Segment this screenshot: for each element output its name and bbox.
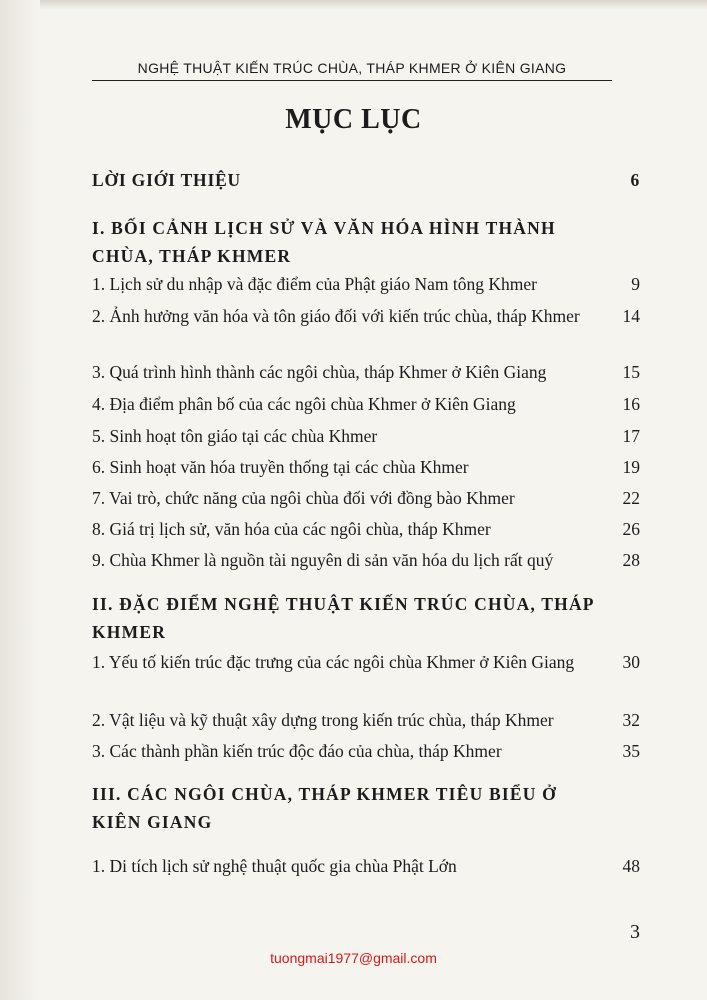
- section-heading-3[interactable]: III. CÁC NGÔI CHÙA, THÁP KHMER TIÊU BIỂU Ở KIÊN GIANG: [92, 784, 557, 832]
- toc-entry-label: 3. Quá trình hình thành các ngôi chùa, tháp Khmer ở Kiên Giang: [92, 362, 547, 382]
- section-heading-1[interactable]: I. BỐI CẢNH LỊCH SỬ VÀ VĂN HÓA HÌNH THÀNH CHÙA, THÁP KHMER: [92, 218, 556, 266]
- section-heading-2[interactable]: II. ĐẶC ĐIỂM NGHỆ THUẬT KIẾN TRÚC CHÙA, THÁP KHMER: [92, 594, 594, 642]
- toc-entry-label: 2. Ảnh hưởng văn hóa và tôn giáo đối với kiến trúc chùa, tháp Khmer: [92, 306, 580, 326]
- toc-entry[interactable]: [92, 453, 640, 481]
- toc-title: MỤC LỤC: [285, 104, 422, 135]
- toc-entry-page: 35: [622, 741, 640, 761]
- toc-entry-page: 15: [622, 362, 640, 382]
- page-binding-shadow: [0, 0, 40, 1000]
- toc-entry[interactable]: [92, 706, 640, 734]
- running-header: NGHỆ THUẬT KIẾN TRÚC CHÙA, THÁP KHMER Ở KIÊN GIANG: [92, 60, 612, 81]
- toc-entry-label: 5. Sinh hoạt tôn giáo tại các chùa Khmer: [92, 426, 378, 446]
- toc-entry-label: 1. Yếu tố kiến trúc đặc trưng của các ngôi chùa Khmer ở Kiên Giang: [92, 652, 575, 672]
- toc-entry-label: 1. Lịch sử du nhập và đặc điểm của Phật giáo Nam tông Khmer: [92, 274, 537, 294]
- toc-entry[interactable]: [92, 270, 640, 298]
- toc-entry-intro[interactable]: [92, 166, 640, 194]
- toc-entry-label: 6. Sinh hoạt văn hóa truyền thống tại các chùa Khmer: [92, 457, 469, 477]
- toc-entry-label: 2. Vật liệu và kỹ thuật xây dựng trong kiến trúc chùa, tháp Khmer: [92, 710, 554, 730]
- toc-entry[interactable]: [92, 422, 640, 450]
- toc-entry-page: 6: [630, 170, 640, 190]
- toc-entry-page: 17: [622, 426, 640, 446]
- toc-entry-label: 7. Vai trò, chức năng của ngôi chùa đối với đồng bào Khmer: [92, 488, 515, 508]
- toc-entry-page: 16: [622, 394, 640, 414]
- toc-entry-page: 22: [622, 488, 640, 508]
- toc-entry-page: 28: [622, 550, 640, 570]
- toc-entry[interactable]: [92, 358, 640, 386]
- toc-entry[interactable]: [92, 737, 640, 765]
- toc-entry[interactable]: [92, 648, 640, 676]
- page-edge-shadow: [0, 0, 707, 10]
- toc-entry-page: 48: [622, 856, 640, 876]
- toc-entry-page: 26: [622, 519, 640, 539]
- toc-entry-page: 14: [622, 306, 640, 326]
- toc-entry-page: 19: [622, 457, 640, 477]
- toc-entry[interactable]: [92, 852, 640, 880]
- toc-entry-label: 9. Chùa Khmer là nguồn tài nguyên di sản văn hóa du lịch rất quý: [92, 550, 554, 570]
- toc-entry-label: 4. Địa điểm phân bố của các ngôi chùa Khmer ở Kiên Giang: [92, 394, 516, 414]
- toc-entry-label: 3. Các thành phần kiến trúc độc đáo của chùa, tháp Khmer: [92, 741, 502, 761]
- toc-entry-label: LỜI GIỚI THIỆU: [92, 170, 241, 190]
- page-number: 3: [630, 921, 640, 943]
- footer-email-watermark: tuongmai1977@gmail.com: [270, 950, 437, 966]
- toc-entry-page: 30: [622, 652, 640, 672]
- toc-entry[interactable]: [92, 515, 640, 543]
- toc-entry[interactable]: [92, 484, 640, 512]
- toc-entry[interactable]: [92, 390, 640, 418]
- toc-entry[interactable]: [92, 546, 640, 574]
- toc-entry-page: 9: [631, 274, 640, 294]
- toc-entry-label: 8. Giá trị lịch sử, văn hóa của các ngôi chùa, tháp Khmer: [92, 519, 491, 539]
- toc-entry-label: 1. Di tích lịch sử nghệ thuật quốc gia chùa Phật Lớn: [92, 856, 457, 876]
- toc-entry[interactable]: [92, 302, 640, 330]
- toc-entry-page: 32: [622, 710, 640, 730]
